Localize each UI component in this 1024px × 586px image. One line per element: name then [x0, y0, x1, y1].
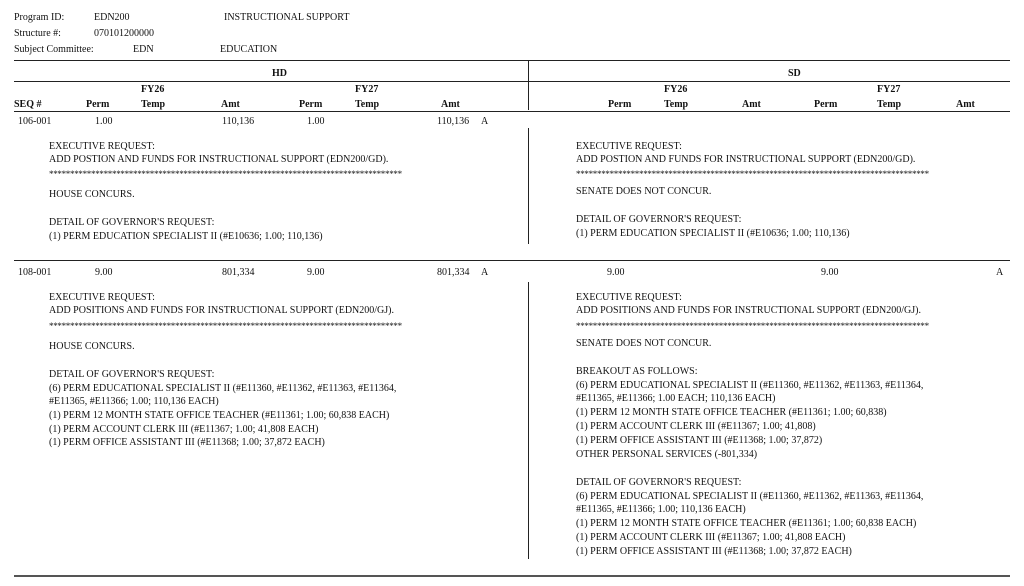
sd-fy27-header: FY27 — [877, 84, 901, 95]
narrative-line: DETAIL OF GOVERNOR'S REQUEST: — [576, 214, 742, 225]
narrative-line: (1) PERM EDUCATION SPECIALIST II (#E10636; 1.00; 110,136) — [576, 228, 850, 239]
narrative-line: HOUSE CONCURS. — [49, 341, 135, 352]
committee-name: EDUCATION — [220, 44, 278, 55]
narrative-line: #E11365, #E11366; 1.00; 110,136 EACH) — [576, 504, 746, 515]
hd-fy27-perm: 9.00 — [307, 267, 325, 278]
hd-fy27-amt: 110,136 — [437, 116, 470, 127]
row-column-divider — [528, 282, 529, 559]
hd-fy26-header: FY26 — [141, 84, 165, 95]
committee-code: EDN — [133, 44, 154, 55]
seq-number: 108-001 — [18, 267, 52, 278]
narrative-line: (1) PERM ACCOUNT CLERK III (#E11367; 1.00; 41,808 EACH) — [576, 532, 846, 543]
program-id-value: EDN200 — [94, 12, 130, 23]
hd-fy27-amt-header: Amt — [441, 99, 460, 110]
sd-fy27-temp-header: Temp — [877, 99, 902, 110]
narrative-line: (1) PERM ACCOUNT CLERK III (#E11367; 1.00; 41,808) — [576, 421, 816, 432]
narrative-line: #E11365, #E11366; 1.00; 110,136 EACH) — [49, 396, 219, 407]
narrative-line: (1) PERM 12 MONTH STATE OFFICE TEACHER (#E11361; 1.00; 60,838 EACH) — [576, 518, 917, 529]
hd-fy27-perm: 1.00 — [307, 116, 325, 127]
sd-fy26-temp-header: Temp — [664, 99, 689, 110]
program-title: INSTRUCTIONAL SUPPORT — [224, 12, 350, 23]
hd-flag: A — [481, 267, 489, 278]
row-column-divider — [528, 128, 529, 244]
narrative-line: EXECUTIVE REQUEST: — [49, 141, 155, 152]
hd-fy27-perm-header: Perm — [299, 99, 323, 110]
narrative-line: EXECUTIVE REQUEST: — [576, 292, 682, 303]
sd-fy26-header: FY26 — [664, 84, 688, 95]
narrative-line: EXECUTIVE REQUEST: — [49, 292, 155, 303]
hd-fy26-amt-header: Amt — [221, 99, 240, 110]
narrative-line: (1) PERM OFFICE ASSISTANT III (#E11368; 1.00; 37,872 EACH) — [576, 546, 852, 557]
narrative-line: (6) PERM EDUCATIONAL SPECIALIST II (#E11360, #E11362, #E11363, #E11364, — [576, 491, 924, 502]
sd-fy27-perm: 9.00 — [821, 267, 839, 278]
hd-fy26-amt: 801,334 — [222, 267, 255, 278]
narrative-line: HOUSE CONCURS. — [49, 189, 135, 200]
narrative-line: (1) PERM EDUCATION SPECIALIST II (#E10636; 1.00; 110,136) — [49, 231, 323, 242]
hd-fy26-perm: 1.00 — [95, 116, 113, 127]
narrative-line: ADD POSITIONS AND FUNDS FOR INSTRUCTIONAL SUPPORT (EDN200/GJ). — [576, 305, 921, 316]
separator-stars: ************************************************************************************ — [576, 321, 929, 331]
sd-fy26-perm-header: Perm — [608, 99, 632, 110]
page-bottom-rule — [14, 575, 1010, 577]
narrative-line: OTHER PERSONAL SERVICES (-801,334) — [576, 449, 758, 460]
hd-header: HD — [272, 68, 287, 79]
sd-fy27-amt-header: Amt — [956, 99, 975, 110]
hd-fy26-perm: 9.00 — [95, 267, 113, 278]
sd-fy26-perm: 9.00 — [607, 267, 625, 278]
narrative-line: ADD POSTION AND FUNDS FOR INSTRUCTIONAL SUPPORT (EDN200/GD). — [576, 154, 916, 165]
narrative-line: (1) PERM 12 MONTH STATE OFFICE TEACHER (#E11361; 1.00; 60,838) — [576, 407, 887, 418]
hd-fy27-header: FY27 — [355, 84, 379, 95]
program-id-label: Program ID: — [14, 12, 65, 23]
hd-fy26-perm-header: Perm — [86, 99, 110, 110]
separator-stars: ************************************************************************************ — [49, 321, 402, 331]
sd-subheader-rule — [529, 81, 1010, 82]
separator-stars: ************************************************************************************ — [576, 169, 929, 179]
narrative-line: (1) PERM 12 MONTH STATE OFFICE TEACHER (#E11361; 1.00; 60,838 EACH) — [49, 410, 390, 421]
header-column-divider — [528, 60, 529, 110]
hd-fy26-temp-header: Temp — [141, 99, 166, 110]
narrative-line: (1) PERM ACCOUNT CLERK III (#E11367; 1.00; 41,808 EACH) — [49, 424, 319, 435]
hd-fy27-temp-header: Temp — [355, 99, 380, 110]
committee-label: Subject Committee: — [14, 44, 94, 55]
narrative-line: (6) PERM EDUCATIONAL SPECIALIST II (#E11360, #E11362, #E11363, #E11364, — [49, 383, 397, 394]
sd-fy26-amt-header: Amt — [742, 99, 761, 110]
structure-value: 070101200000 — [94, 28, 154, 39]
narrative-line: (6) PERM EDUCATIONAL SPECIALIST II (#E11360, #E11362, #E11363, #E11364, — [576, 380, 924, 391]
narrative-line: (1) PERM OFFICE ASSISTANT III (#E11368; 1.00; 37,872) — [576, 435, 823, 446]
narrative-line: EXECUTIVE REQUEST: — [576, 141, 682, 152]
narrative-line: ADD POSTION AND FUNDS FOR INSTRUCTIONAL SUPPORT (EDN200/GD). — [49, 154, 389, 165]
sd-fy27-perm-header: Perm — [814, 99, 838, 110]
header-top-rule — [14, 60, 1010, 61]
narrative-line: DETAIL OF GOVERNOR'S REQUEST: — [49, 217, 215, 228]
seq-number: 106-001 — [18, 116, 52, 127]
row-separator — [14, 260, 1010, 261]
hd-flag: A — [481, 116, 489, 127]
hd-subheader-rule — [14, 81, 528, 82]
header-bottom-rule — [14, 111, 1010, 112]
sd-flag: A — [996, 267, 1004, 278]
structure-label: Structure #: — [14, 28, 61, 39]
sd-header: SD — [788, 68, 801, 79]
hd-fy26-amt: 110,136 — [222, 116, 255, 127]
separator-stars: ************************************************************************************ — [49, 169, 402, 179]
narrative-line: ADD POSITIONS AND FUNDS FOR INSTRUCTIONAL SUPPORT (EDN200/GJ). — [49, 305, 394, 316]
hd-fy27-amt: 801,334 — [437, 267, 470, 278]
narrative-line: #E11365, #E11366; 1.00 EACH; 110,136 EACH) — [576, 393, 776, 404]
narrative-line: SENATE DOES NOT CONCUR. — [576, 338, 712, 349]
seq-header: SEQ # — [14, 99, 42, 110]
narrative-line: BREAKOUT AS FOLLOWS: — [576, 366, 698, 377]
narrative-line: (1) PERM OFFICE ASSISTANT III (#E11368; 1.00; 37,872 EACH) — [49, 437, 325, 448]
narrative-line: DETAIL OF GOVERNOR'S REQUEST: — [576, 477, 742, 488]
narrative-line: DETAIL OF GOVERNOR'S REQUEST: — [49, 369, 215, 380]
narrative-line: SENATE DOES NOT CONCUR. — [576, 186, 712, 197]
